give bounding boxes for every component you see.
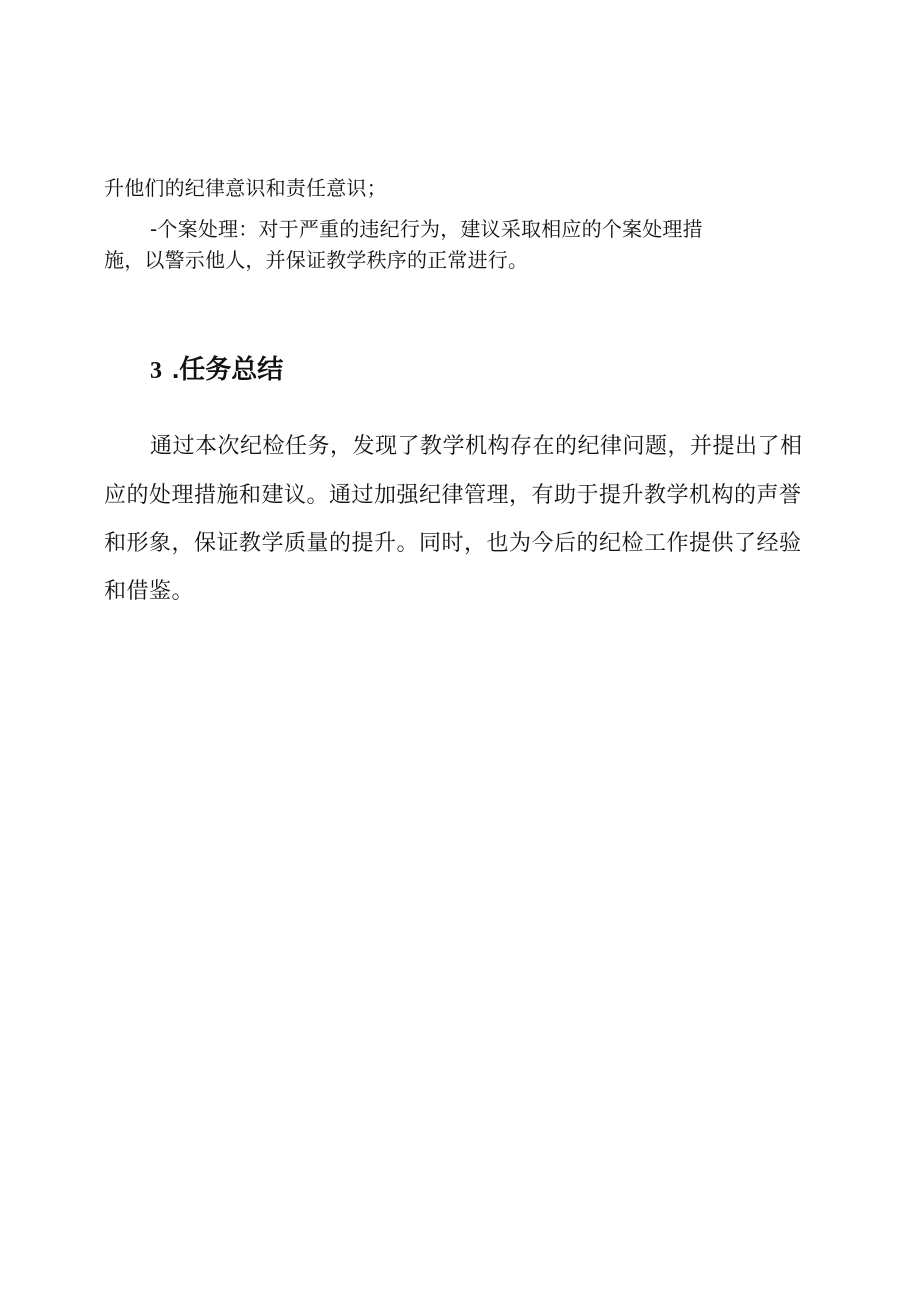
list-item-case-handling: -个案处理：对于严重的违纪行为，建议采取相应的个案处理措	[150, 217, 703, 241]
list-continuation-line: 升他们的纪律意识和责任意识；	[104, 176, 387, 200]
summary-paragraph-line-3: 和形象，保证教学质量的提升。同时，也为今后的纪检工作提供了经验	[104, 531, 802, 556]
summary-paragraph-line-1: 通过本次纪检任务，发现了教学机构存在的纪律问题，并提出了相	[150, 434, 803, 459]
list-item-case-handling-continued: 施，以警示他人，并保证教学秩序的正常进行。	[104, 248, 529, 272]
summary-paragraph-line-4: 和借鉴。	[104, 579, 195, 604]
section-heading	[150, 352, 283, 388]
summary-paragraph-line-2: 应的处理措施和建议。通过加强纪律管理，有助于提升教学机构的声誉	[104, 483, 802, 508]
section-number: 3	[150, 358, 162, 384]
section-title: .任务总结	[172, 354, 284, 384]
